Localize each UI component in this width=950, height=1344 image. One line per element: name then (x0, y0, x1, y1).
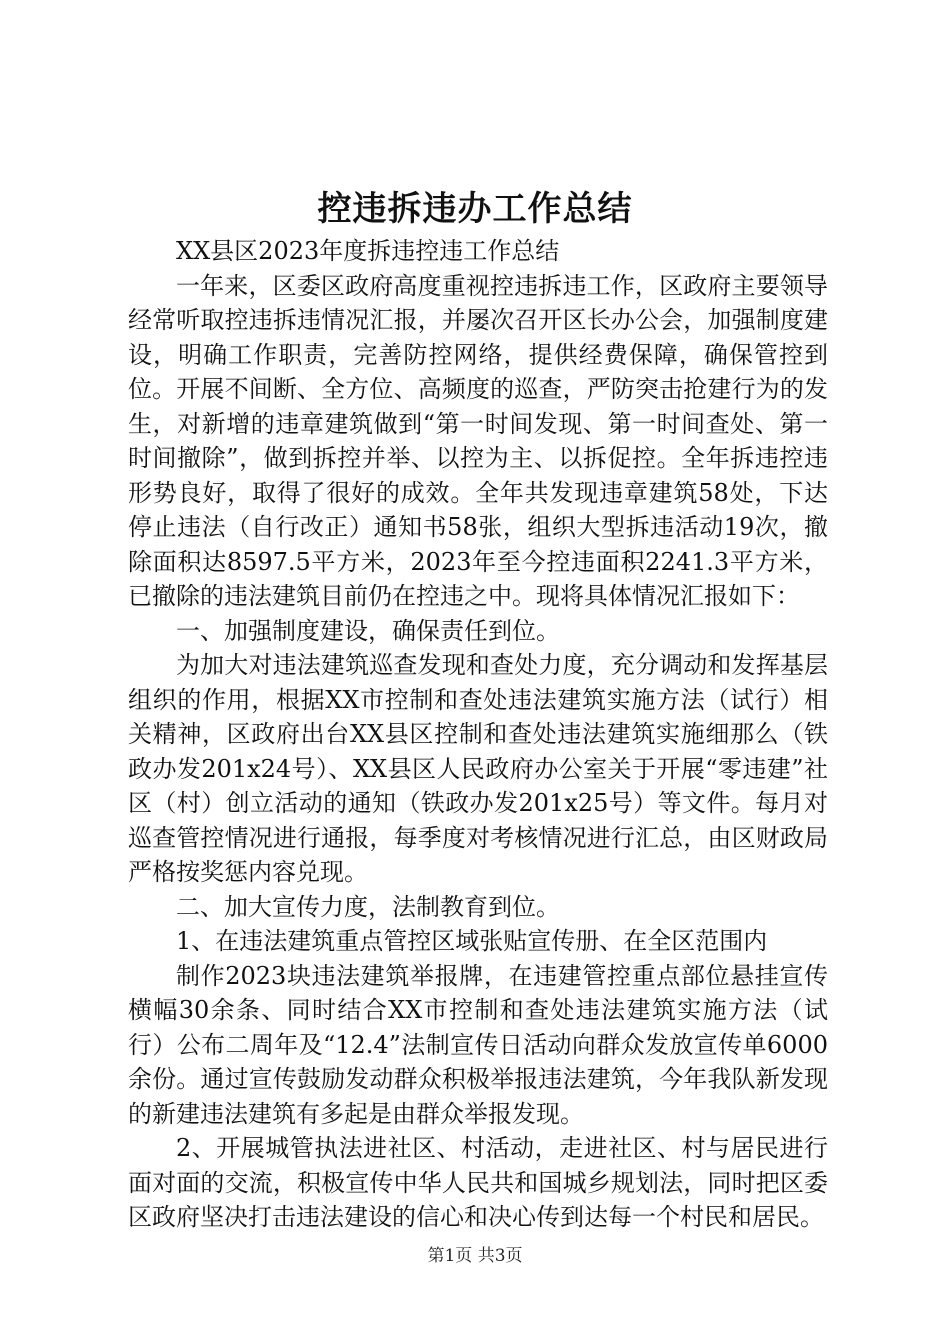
subtitle-paragraph: XX县区2023年度拆违控违工作总结 (176, 237, 560, 265)
body-paragraph: 制作2023块违法建筑举报牌，在违建管控重点部位悬挂宣传横幅30余条、同时结合XX市控制和查处违法建筑实施方法（试行）公布二周年及“12.4”法制宣传日活动向群众发放宣传单6000余份。通过宣传鼓励发动群众积极举报违法建筑，今年我队新发现的新建违法建筑有多起是由群众举报发现。 (128, 961, 828, 1128)
body-paragraph: 2、开展城管执法进社区、村活动，走进社区、村与居民进行面对面的交流，积极宣传中华人民共和国城乡规划法，同时把区委区政府坚决打击违法建设的信心和决心传到达每一个村民和居民。 (128, 1134, 828, 1231)
section-heading: 一、加强制度建设，确保责任到位。 (176, 616, 560, 645)
page-footer: 第1页 共3页 (427, 1246, 523, 1266)
document-title: 控违拆违办工作总结 (317, 189, 633, 229)
body-paragraph: 为加大对违法建筑巡查发现和查处力度，充分调动和发挥基层组织的作用，根据XX市控制和查处违法建筑实施方法（试行）相关精神，区政府出台XX县区控制和查处违法建筑实施细那么（铁政办发201x24号）、XX县区人民政府办公室关于开展“零违建”社区（村）创立活动的通知（铁政办发201x25号）等文件。每月对巡查管控情况进行通报，每季度对考核情况进行汇总，由区财政局严格按奖惩内容兑现。 (128, 651, 828, 886)
body-paragraph: 一年来，区委区政府高度重视控违拆违工作，区政府主要领导经常听取控违拆违情况汇报，并屡次召开区长办公会，加强制度建设，明确工作职责，完善防控网络，提供经费保障，确保管控到位。开展不间断、全方位、高频度的巡查，严防突击抢建行为的发生，对新增的违章建筑做到“第一时间发现、第一时间查处、第一时间撤除”，做到拆控并举、以控为主、以拆促控。全年拆违控违形势良好，取得了很好的成效。全年共发现违章建筑58处，下达停止违法（自行改正）通知书58张，组织大型拆违活动19次，撤除面积达8597.5平方米，2023年至今控违面积2241.3平方米，已撤除的违法建筑目前仍在控违之中。现将具体情况汇报如下： (128, 271, 828, 610)
body-paragraph: 1、在违法建筑重点管控区域张贴宣传册、在全区范围内 (176, 927, 768, 955)
document-body (128, 234, 828, 1235)
section-heading: 二、加大宣传力度，法制教育到位。 (176, 892, 560, 921)
